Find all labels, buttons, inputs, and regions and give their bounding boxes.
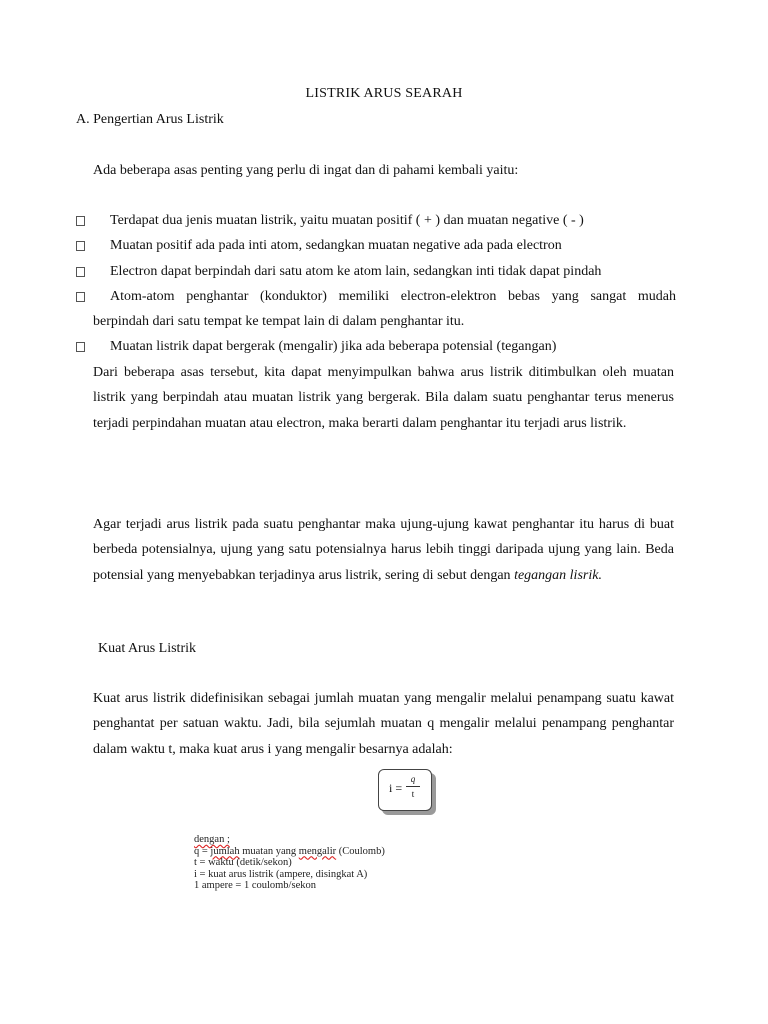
formula-legend <box>194 834 385 892</box>
intro-text: Ada beberapa asas penting yang perlu di ingat dan di pahami kembali yaitu: <box>93 163 519 178</box>
list-item-text: Atom-atom penghantar (konduktor) memiliki electron-elektron bebas yang sangat mudah <box>110 289 676 304</box>
fraction-bar <box>406 786 420 787</box>
section-heading-kuat-arus: Kuat Arus Listrik <box>98 641 196 656</box>
legend-t: t = waktu (detik/sekon) <box>194 857 292 868</box>
legend-i: i = kuat arus listrik (ampere, disingkat A) <box>194 868 368 880</box>
legend-q-suffix: (Coulomb) <box>336 845 385 857</box>
legend-q-word1: jumlah <box>210 845 240 857</box>
legend-ampere: 1 ampere = 1 coulomb/sekon <box>194 880 316 891</box>
formula-fraction <box>406 773 420 800</box>
paragraph-potential-italic: tegangan lisrik. <box>514 567 602 583</box>
legend-q-mid: muatan yang <box>239 845 299 857</box>
checkbox-glyph-icon <box>76 267 85 277</box>
list-item-continuation: berpindah dari satu tempat ke tempat lain di dalam penghantar itu. <box>93 314 465 329</box>
list-item-text: Electron dapat berpindah dari satu atom ke atom lain, sedangkan inti tidak dapat pindah <box>110 264 602 279</box>
paragraph-potential-text: Agar terjadi arus listrik pada suatu penghantar maka ujung-ujung kawat penghantar itu harus di buat berbeda potensialnya, ujung yang satu potensialnya harus lebih tinggi daripada ujung yang lain. Beda potensial yang menyebabkan terjadinya arus listrik, sering di sebut dengan <box>93 517 674 583</box>
checkbox-glyph-icon <box>76 241 85 251</box>
paragraph-conclusion: Dari beberapa asas tersebut, kita dapat menyimpulkan bahwa arus listrik ditimbulkan oleh muatan listrik yang berpindah atau muatan listrik yang bergerak. Bila dalam suatu penghantar terus menerus terjadi perpindahan muatan atau electron, maka berarti dalam penghantar itu terjadi arus listrik. <box>93 365 674 431</box>
checkbox-glyph-icon <box>76 342 85 352</box>
paragraph-potential <box>93 512 674 588</box>
legend-dengan <box>194 834 385 846</box>
legend-q-word2: mengalir <box>298 845 337 857</box>
formula-box <box>378 769 432 811</box>
list-item-text: Muatan positif ada pada inti atom, sedangkan muatan negative ada pada electron <box>110 238 562 253</box>
paragraph-definition: Kuat arus listrik didefinisikan sebagai jumlah muatan yang mengalir melalui penampang suatu kawat penghantat per satuan waktu. Jadi, bila sejumlah muatan q mengalir melalui penampang penghantar dalam waktu t, maka kuat arus i yang mengalir besarnya adalah: <box>93 691 674 757</box>
legend-q-prefix: q = <box>194 845 211 857</box>
legend-dengan-text: dengan ; <box>194 834 230 845</box>
formula-numerator: q <box>410 774 416 784</box>
formula-denominator: t <box>411 789 415 799</box>
list-item-text: Muatan listrik dapat bergerak (mengalir) jika ada beberapa potensial (tegangan) <box>110 339 557 354</box>
legend-q <box>194 846 385 858</box>
checkbox-glyph-icon <box>76 216 85 226</box>
section-a-heading: A. Pengertian Arus Listrik <box>76 112 224 127</box>
formula-lhs: i = <box>389 781 403 795</box>
checkbox-glyph-icon <box>76 292 85 302</box>
list-item-text: Terdapat dua jenis muatan listrik, yaitu muatan positif ( + ) dan muatan negative ( - ) <box>110 213 584 228</box>
document-title: LISTRIK ARUS SEARAH <box>305 86 463 101</box>
